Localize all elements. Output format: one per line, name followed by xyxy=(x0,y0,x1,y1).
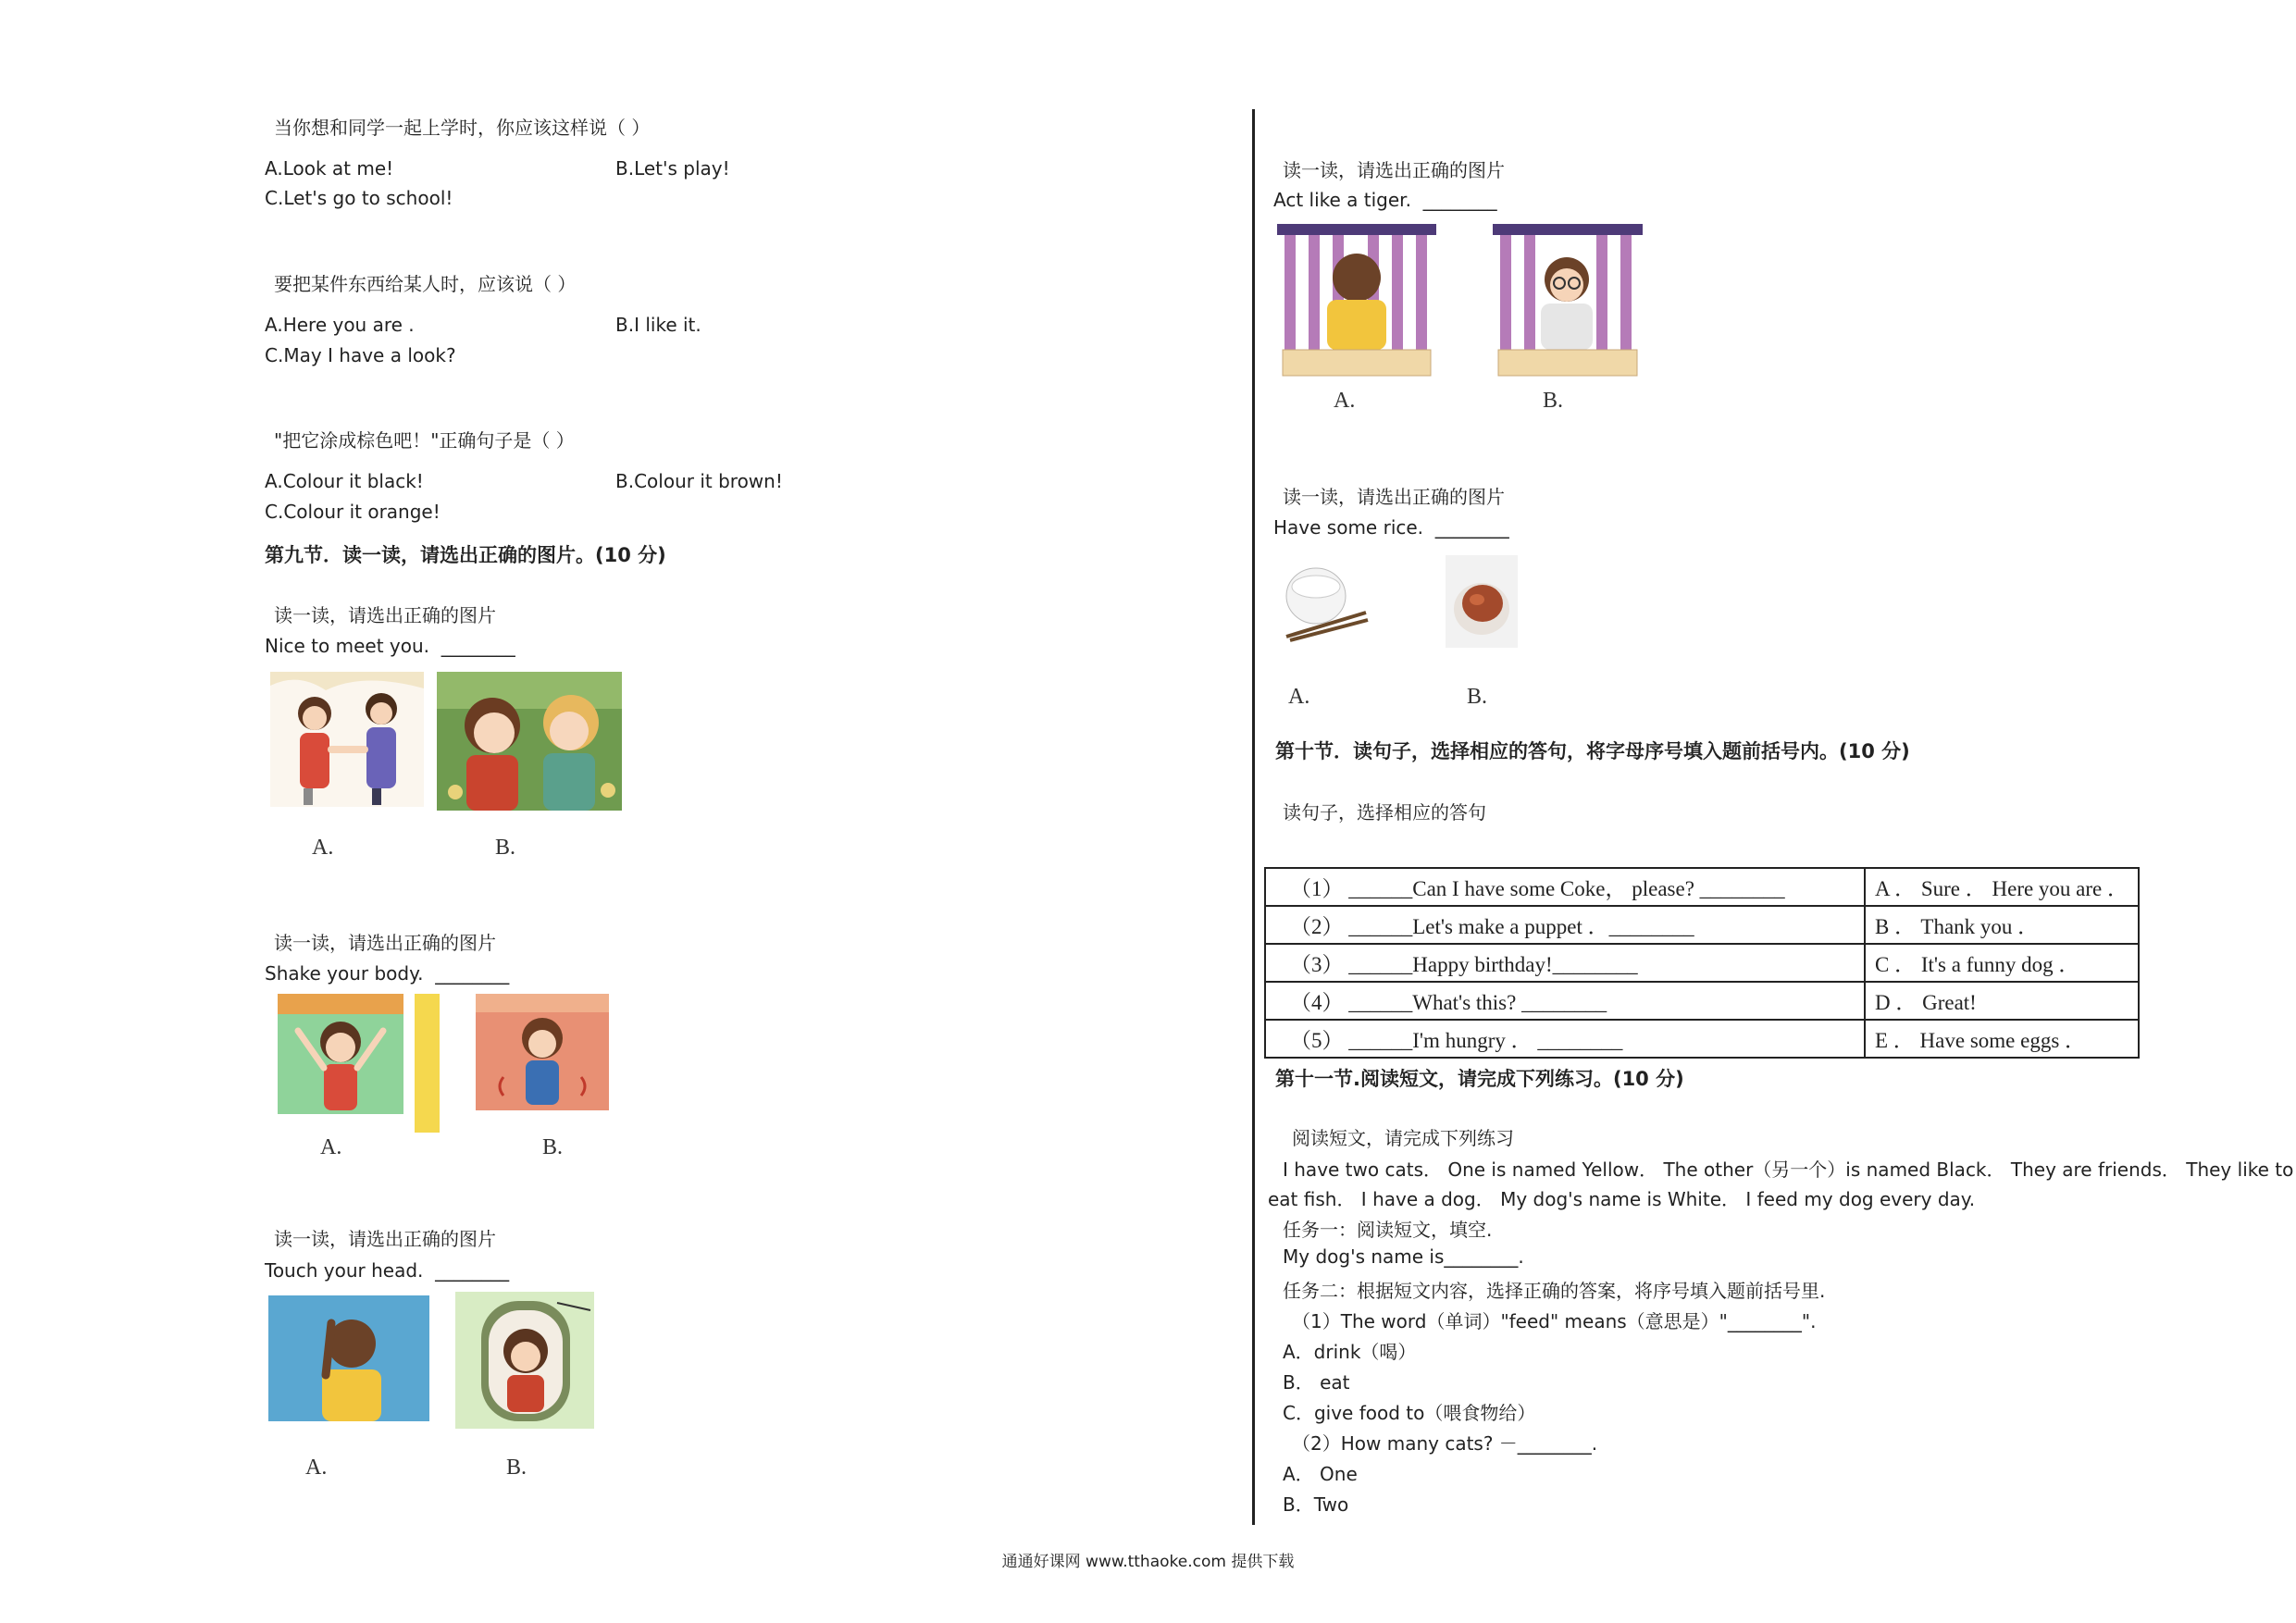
t2-q1-option-b: B． eat xyxy=(1283,1371,1350,1394)
q1-prompt: 当你想和同学一起上学时，你应该这样说（ ） xyxy=(274,117,651,139)
p4-label-b: B. xyxy=(1543,389,1564,413)
q3-option-b: B.Colour it brown! xyxy=(615,470,783,492)
q2-option-a: A.Here you are . xyxy=(265,314,415,336)
p3-label-b: B. xyxy=(506,1456,527,1480)
t2-q1: （1）The word（单词）"feed" means（意思是）"________". xyxy=(1292,1310,1817,1332)
tiger-act-a-image xyxy=(1277,224,1436,379)
handshake-image xyxy=(270,672,424,807)
answer-cell: A ． Sure ． Here you are ． xyxy=(1865,868,2139,906)
question-cell: （3） ______Happy birthday!________ xyxy=(1265,944,1865,982)
q2-option-b: B.I like it. xyxy=(615,314,701,336)
answer-cell: B ． Thank you ． xyxy=(1865,906,2139,944)
passage-line-2: eat fish． I have a dog． My dog's name is White． I feed my dog every day. xyxy=(1268,1188,1976,1210)
table-row xyxy=(1265,868,2139,906)
p1-title: 读一读，请选出正确的图片 xyxy=(274,604,496,626)
girl-shaking-image xyxy=(476,994,609,1110)
meat-dish-image xyxy=(1446,555,1518,648)
girl-waving-image xyxy=(278,994,403,1114)
p4-sentence: Act like a tiger. ________ xyxy=(1273,189,1497,211)
p2-label-a: A. xyxy=(320,1135,342,1159)
section-9-heading: 第九节．读一读，请选出正确的图片。(10 分) xyxy=(265,544,666,566)
p1-label-b: B. xyxy=(495,836,516,860)
question-cell: （4） ______What's this? ________ xyxy=(1265,982,1865,1020)
column-divider xyxy=(1252,109,1255,1525)
task1-heading: 任务一：阅读短文，填空. xyxy=(1283,1219,1493,1241)
q1-option-c: C.Let's go to school! xyxy=(265,187,453,209)
answer-cell: D ． Great! xyxy=(1865,982,2139,1020)
p1-sentence: Nice to meet you. ________ xyxy=(265,635,515,657)
table-row xyxy=(1265,982,2139,1020)
page-footer: 通通好课网 www.tthaoke.com 提供下载 xyxy=(1001,1553,1295,1571)
passage-line-1: I have two cats． One is named Yellow． The other（另一个）is named Black． They are friends． They like to xyxy=(1283,1158,2294,1181)
q3-option-a: A.Colour it black! xyxy=(265,470,424,492)
p4-title: 读一读，请选出正确的图片 xyxy=(1283,159,1505,181)
matching-table xyxy=(1264,867,2140,1059)
p3-sentence: Touch your head. ________ xyxy=(265,1259,510,1282)
t2-q2-option-b: B．Two xyxy=(1283,1493,1349,1516)
table-row xyxy=(1265,906,2139,944)
p5-sentence: Have some rice. ________ xyxy=(1273,516,1509,539)
question-cell: （2） ______Let's make a puppet ．________ xyxy=(1265,906,1865,944)
answer-cell: E ． Have some eggs ． xyxy=(1865,1020,2139,1058)
p2-label-b: B. xyxy=(542,1135,564,1159)
table-row xyxy=(1265,1020,2139,1058)
yellow-bar-image xyxy=(415,994,440,1133)
p1-label-a: A. xyxy=(312,836,334,860)
table-row xyxy=(1265,944,2139,982)
q2-option-c: C.May I have a look? xyxy=(265,344,456,366)
t2-q2-option-a: A． One xyxy=(1283,1463,1358,1485)
t2-q1-option-a: A．drink（喝） xyxy=(1283,1341,1417,1363)
q3-option-c: C.Colour it orange! xyxy=(265,501,441,523)
p5-title: 读一读，请选出正确的图片 xyxy=(1283,486,1505,508)
q1-option-b: B.Let's play! xyxy=(615,157,730,180)
p5-label-b: B. xyxy=(1467,685,1488,709)
p2-sentence: Shake your body. ________ xyxy=(265,962,510,985)
tiger-act-b-image xyxy=(1493,224,1643,379)
p2-title: 读一读，请选出正确的图片 xyxy=(274,932,496,954)
s11-title: 阅读短文，请完成下列练习 xyxy=(1292,1127,1514,1149)
task1-question: My dog's name is________. xyxy=(1283,1245,1524,1268)
two-girls-image xyxy=(437,672,622,811)
t2-q1-option-c: C．give food to（喂食物给） xyxy=(1283,1402,1536,1424)
task2-heading: 任务二：根据短文内容，选择正确的答案，将序号填入题前括号里. xyxy=(1283,1280,1826,1302)
q3-prompt: "把它涂成棕色吧！"正确句子是（ ） xyxy=(274,429,575,452)
question-cell: （5） ______I'm hungry ． ________ xyxy=(1265,1020,1865,1058)
question-cell: （1） ______Can I have some Coke， please? ________ xyxy=(1265,868,1865,906)
s10-title: 读句子，选择相应的答句 xyxy=(1283,801,1486,824)
p3-title: 读一读，请选出正确的图片 xyxy=(274,1228,496,1250)
boy-touching-head-image xyxy=(268,1295,429,1421)
t2-q2: （2）How many cats? －________. xyxy=(1292,1432,1598,1455)
girl-in-mirror-image xyxy=(455,1292,594,1429)
rice-bowl-image xyxy=(1277,559,1370,642)
p3-label-a: A. xyxy=(305,1456,328,1480)
p5-label-a: A. xyxy=(1288,685,1310,709)
p4-label-a: A. xyxy=(1334,389,1356,413)
q2-prompt: 要把某件东西给某人时，应该说（ ） xyxy=(274,273,577,295)
answer-cell: C ． It's a funny dog ． xyxy=(1865,944,2139,982)
section-10-heading: 第十节．读句子，选择相应的答句，将字母序号填入题前括号内。(10 分) xyxy=(1275,740,1910,762)
section-11-heading: 第十一节.阅读短文，请完成下列练习。(10 分) xyxy=(1275,1068,1684,1090)
q1-option-a: A.Look at me! xyxy=(265,157,394,180)
